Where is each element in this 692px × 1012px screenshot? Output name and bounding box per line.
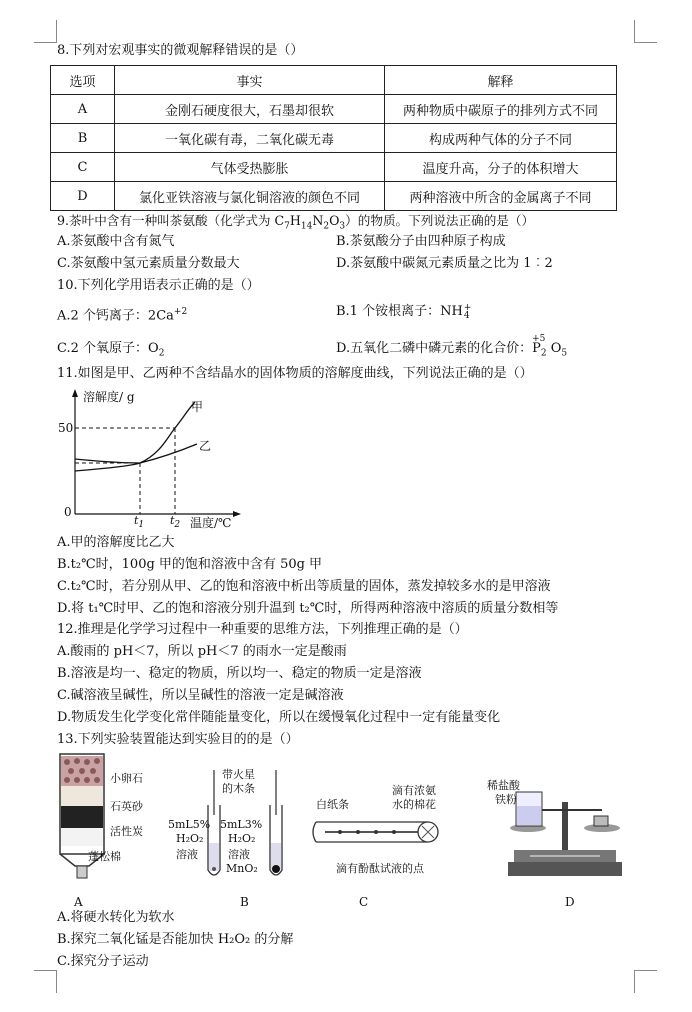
q13-option-a: A.将硬水转化为软水 [57, 910, 175, 925]
fig-b-label-splint-2: 的木条 [222, 782, 255, 795]
fig-d-caption: D [565, 895, 575, 909]
table-row [51, 153, 617, 182]
table-header-row [51, 66, 617, 95]
graph-xlabel: 温度/℃ [190, 516, 232, 530]
fig-c-label-cotton: 水的棉花 [392, 798, 436, 811]
q8-stem: 8.下列对宏观事实的微观解释错误的是（） [57, 43, 304, 58]
table-cell: D [51, 182, 115, 211]
table-row [51, 182, 617, 211]
table-cell: C [51, 153, 115, 182]
corner-mark-top-right [634, 20, 657, 43]
table-cell: 两种物质中碳原子的排列方式不同 [385, 95, 617, 124]
q10-stem: 10.下列化学用语表示正确的是（） [57, 278, 260, 293]
table-cell: B [51, 124, 115, 153]
table-cell: 一氧化碳有毒，二氧化碳无毒 [115, 124, 385, 153]
curve-yi [75, 444, 197, 463]
q11-option-a: A.甲的溶解度比乙大 [57, 535, 175, 550]
fig-a-label-carbon: 活性炭 [110, 825, 143, 838]
fig-b-right-volume: 5mL3% [220, 818, 263, 831]
corner-mark-bottom-right [634, 970, 657, 993]
fig-b-right-h2o2: H₂O₂ [228, 832, 256, 845]
table-cell: 温度升高，分子的体积增大 [385, 153, 617, 182]
q11-option-c: C.t₂℃时，若分别从甲、乙的饱和溶液中析出等质量的固体，蒸发掉较多水的是甲溶液 [57, 579, 551, 594]
q12-option-c: C.碱溶液呈碱性，所以呈碱性的溶液一定是碱溶液 [57, 688, 344, 703]
table-row [51, 95, 617, 124]
q10-option-c: C.2 个氧原子：$O_2$ [57, 341, 165, 359]
q11-stem: 11.如图是甲、乙两种不含结晶水的固体物质的溶解度曲线，下列说法正确的是（） [57, 366, 533, 381]
graph-t2: $t_2$ [170, 514, 181, 531]
table-cell: 金刚石硬度很大，石墨却很软 [115, 95, 385, 124]
fig-a-label-cotton: 蓬松棉 [88, 850, 121, 863]
q12-option-b: B.溶液是均一、稳定的物质，所以均一、稳定的物质一定是溶液 [57, 666, 422, 681]
table-cell: 氯化亚铁溶液与氯化铜溶液的颜色不同 [115, 182, 385, 211]
fig-d-label-acid: 稀盐酸 [487, 779, 520, 792]
table-cell: 气体受热膨胀 [115, 153, 385, 182]
q11-option-d: D.将 t₁℃时甲、乙的饱和溶液分别升温到 t₂℃时，所得两种溶液中溶质的质量分数相等 [57, 601, 559, 616]
fig-c-label-paper: 白纸条 [316, 798, 349, 811]
q9-option-c: C.茶氨酸中氢元素质量分数最大 [57, 256, 240, 271]
corner-mark-bottom-left [34, 970, 57, 993]
table-cell: A [51, 95, 115, 124]
table-cell: 两种溶液中所含的金属离子不同 [385, 182, 617, 211]
fig-b-left-solution: 溶液 [176, 848, 198, 861]
fig-b-caption: B [240, 895, 249, 909]
q10-option-b: B.1 个铵根离子：NH+ 4 [336, 302, 472, 321]
fig-a-caption: A [74, 895, 83, 909]
fig-b-left-h2o2: H₂O₂ [176, 832, 204, 845]
graph-ylabel: 溶解度/ g [83, 390, 135, 404]
fig-c-label-ammonia: 滴有浓氨 [392, 784, 436, 797]
q9-option-a: A.茶氨酸中含有氮气 [57, 234, 175, 249]
figure-c-tube [310, 810, 450, 855]
q11-option-b: B.t₂℃时，100g 甲的饱和溶液中含有 50g 甲 [57, 557, 323, 572]
fig-d-label-iron: 铁粉 [495, 793, 517, 806]
graph-ytick-50: 50 [58, 421, 74, 435]
graph-t1: $t_1$ [134, 514, 145, 531]
figure-d-balance [500, 780, 630, 885]
fig-c-label-dots: 滴有酚酞试液的点 [336, 862, 424, 875]
q9-option-d: D.茶氨酸中碳氮元素质量之比为 1︰2 [336, 256, 553, 271]
graph-series-jia: 甲 [191, 400, 204, 414]
corner-mark-top-left [34, 20, 57, 43]
fig-b-mno2: MnO₂ [226, 862, 258, 875]
q12-stem: 12.推理是化学学习过程中一种重要的思维方法，下列推理正确的是（） [57, 622, 468, 637]
table-header-cell: 事实 [115, 66, 385, 95]
fig-b-right-solution: 溶液 [228, 848, 250, 861]
q13-option-c: C.探究分子运动 [57, 954, 149, 969]
table-row [51, 124, 617, 153]
q13-stem: 13.下列实验装置能达到实验目的的是（） [57, 732, 299, 747]
solubility-graph [55, 386, 255, 532]
q9-option-b: B.茶氨酸分子由四种原子构成 [336, 234, 506, 249]
table-cell: 构成两种气体的分子不同 [385, 124, 617, 153]
fig-b-label-splint: 带火星 [222, 768, 255, 781]
q10-option-d: D.五氧化二磷中磷元素的化合价： +5 $P_2$ $O_5$ [336, 334, 568, 359]
q8-table [50, 65, 617, 211]
fig-a-label-pebble: 小卵石 [110, 772, 143, 785]
figure-a-filter [55, 752, 115, 892]
table-header-cell: 解释 [385, 66, 617, 95]
q9-stem: 9.茶叶中含有一种叫茶氨酸（化学式为 $C_7H_{14}N_2O_3$）的物质。下列说法正确的是（） [57, 213, 535, 232]
graph-origin: 0 [64, 505, 72, 519]
q12-option-d: D.物质发生化学变化常伴随能量变化，所以在缓慢氧化过程中一定有能量变化 [57, 710, 501, 725]
q10-option-a: A.2 个钙离子：$2Ca^{+2}$ [57, 307, 188, 324]
fig-a-label-sand: 石英砂 [110, 800, 143, 813]
x-axis-arrow [233, 511, 241, 517]
y-axis-arrow [72, 389, 78, 397]
fig-c-caption: C [359, 895, 369, 909]
fig-b-left-volume: 5mL5% [168, 818, 211, 831]
table-header-cell: 选项 [51, 66, 115, 95]
q13-option-b: B.探究二氧化锰是否能加快 H₂O₂ 的分解 [57, 932, 294, 947]
graph-series-yi: 乙 [199, 439, 212, 453]
q12-option-a: A.酸雨的 pH＜7，所以 pH＜7 的雨水一定是酸雨 [57, 644, 347, 659]
